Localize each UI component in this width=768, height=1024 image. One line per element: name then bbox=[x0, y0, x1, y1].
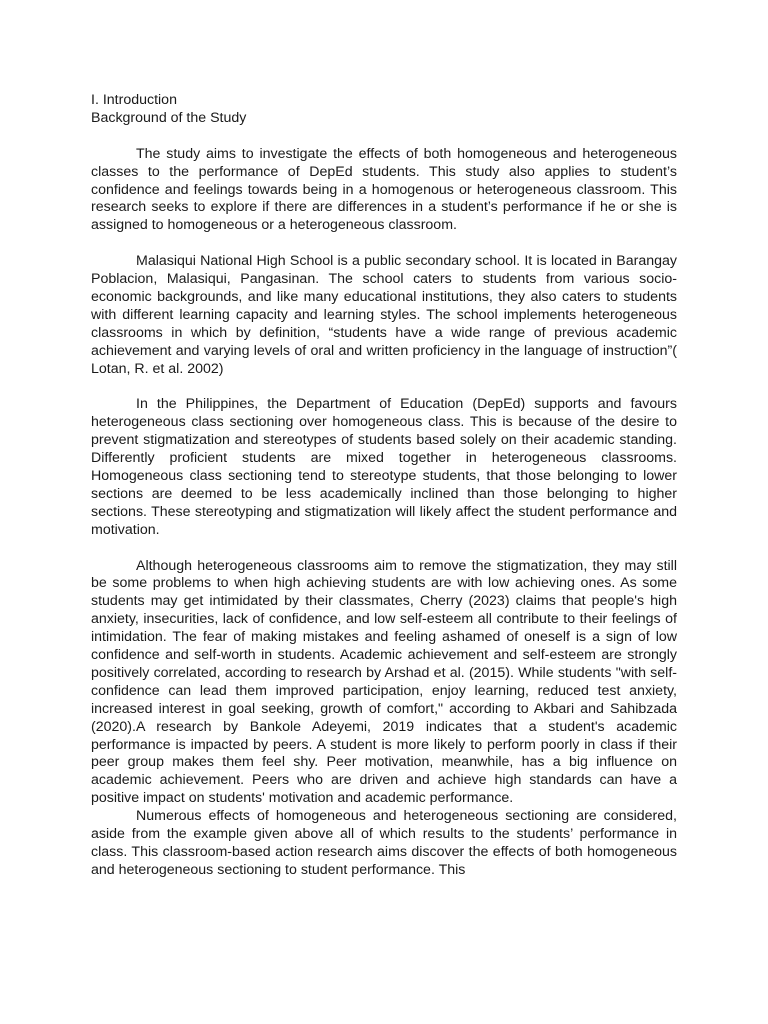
document-body bbox=[91, 92, 677, 880]
paragraph-5: Numerous effects of homogeneous and heterogeneous sectioning are considered, aside from the example given above all of which results to the students’ performance in class. This classroom-based action research aims discover the effects of both homogeneous and heterogeneous sectioning to student performance. This bbox=[91, 808, 677, 878]
spacer bbox=[91, 128, 677, 146]
paragraph-2: Malasiqui National High School is a public secondary school. It is located in Barangay Poblacion, Malasiqui, Pangasinan. The school caters to students from various socio-economic backgrounds, and like many educational institutions, they also caters to students with different learning capacity and learning styles. The school implements heterogeneous classrooms in which by definition, “students have a wide range of previous academic achievement and varying levels of oral and written proficiency in the language of instruction”( Lotan, R. et al. 2002) bbox=[91, 253, 677, 377]
subheading: Background of the Study bbox=[91, 109, 247, 126]
paragraph-1: The study aims to investigate the effects of both homogeneous and heterogeneous classes to the performance of DepEd students. This study also applies to student’s confidence and feelings towards being in a homogenous or heterogeneous classroom. This research seeks to explore if there are differences in a student’s performance if he or she is assigned to homogeneous or a heterogeneous classroom. bbox=[91, 145, 677, 234]
paragraph-3: In the Philippines, the Department of Education (DepEd) supports and favours heterogeneous class sectioning over homogeneous class. This is because of the desire to prevent stigmatization and stereotypes of students based solely on their academic standing. Differently proficient students are mixed together in heterogeneous classrooms. Homogeneous class sectioning tend to stereotype students, that those belonging to lower sections are deemed to be less academically inclined than those belonging to higher sections. These stereotyping and stigmatization will likely affect the student performance and motivation. bbox=[91, 396, 677, 538]
paragraph-4: Although heterogeneous classrooms aim to remove the stigmatization, they may still be some problems to when high achieving students are with low achieving ones. As some students may get intimidated by their classmates, Cherry (2023) claims that people's high anxiety, insecurities, lack of confidence, and low self-esteem all contribute to their feelings of intimidation. The fear of making mistakes and feeling ashamed of oneself is a sign of low confidence and self-worth in students. Academic achievement and self-esteem are strongly positively correlated, according to research by Arshad et al. (2015). While students "with self-confidence can lead them improved participation, enjoy learning, reduced test anxiety, increased interest in goal seeking, growth of comfort," according to Akbari and Sahibzada (2020).A research by Bankole Adeyemi, 2019 indicates that a student's academic performance is impacted by peers. A student is more likely to perform poorly in class if their peer group makes them feel shy. Peer motivation, meanwhile, has a big influence on academic achievement. Peers who are driven and achieve high standards can have a positive impact on students' motivation and academic performance. bbox=[91, 557, 677, 807]
section-heading: I. Introduction bbox=[91, 92, 177, 108]
